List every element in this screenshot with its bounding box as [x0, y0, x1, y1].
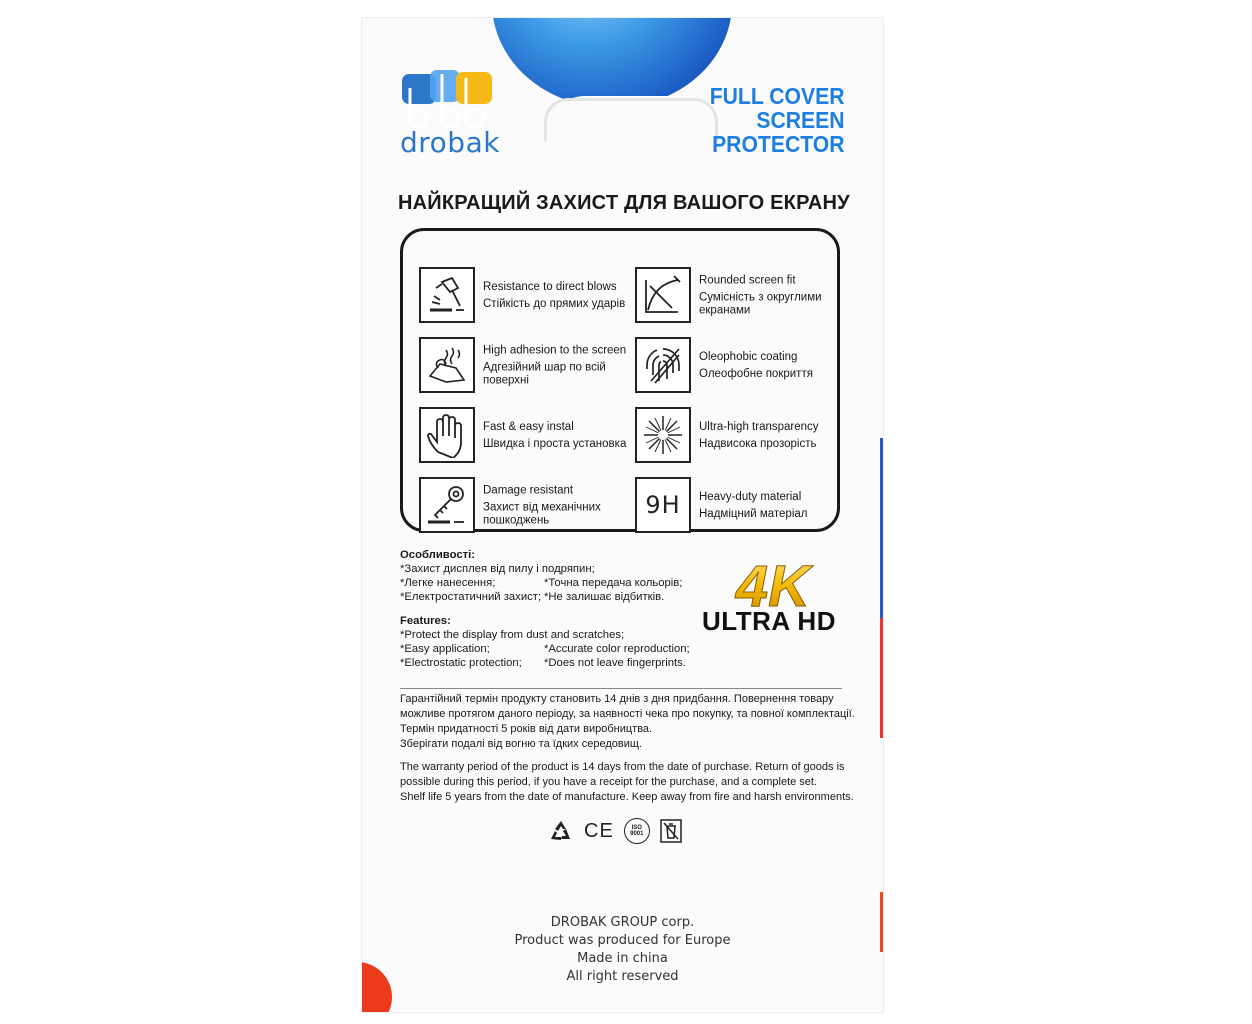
- product-title-line3: PROTECTOR: [712, 131, 845, 157]
- drobak-logo-icon: [400, 68, 495, 128]
- decorative-blue-sphere: [492, 18, 732, 108]
- 9h-icon-text: 9H: [645, 491, 681, 519]
- specs-ua-line: *Захист дисплея від пилу і подряпин;: [400, 563, 595, 575]
- warranty-en: [400, 760, 854, 805]
- feature-ua: Стійкість до прямих ударів: [483, 298, 626, 310]
- feature-ua: Олеофобне покриття: [699, 368, 813, 380]
- warranty-ua: [400, 692, 855, 752]
- fingerprint-icon: [635, 337, 691, 393]
- feature-en: Rounded screen fit: [699, 274, 796, 287]
- feature-ua: Захист від механічних пошкоджень: [483, 501, 601, 527]
- feature-en: Resistance to direct blows: [483, 281, 617, 293]
- product-title-line2: SCREEN: [756, 107, 845, 133]
- warranty-ua-line: можливе протягом даного періоду, за наявності чека про покупку, та повної комплектації.: [400, 708, 855, 720]
- iso-text: ISO 9001: [630, 825, 644, 837]
- footer-line: Made in china: [577, 951, 668, 966]
- specs-en-item: *Electrostatic protection;: [400, 657, 522, 669]
- weee-bin-icon: [660, 819, 682, 843]
- ultra-hd-text: ULTRA HD: [702, 606, 836, 636]
- edge-red-stripe: [880, 618, 883, 738]
- hand-icon: [419, 407, 475, 463]
- feature-en: Heavy-duty material: [699, 491, 802, 503]
- feature-ua: Адгезійний шар по всій поверхні: [483, 361, 606, 387]
- feature-ua: Надвисока прозорість: [699, 438, 817, 450]
- key-icon: [419, 477, 475, 533]
- footer-line: DROBAK GROUP corp.: [550, 915, 695, 930]
- specs-en: [400, 614, 704, 670]
- feature-en: High adhesion to the screen: [483, 344, 627, 357]
- ce-mark-text: CE: [584, 819, 614, 842]
- product-title: [710, 84, 845, 156]
- sparkle-icon: [635, 407, 691, 463]
- footer-line: All right reserved: [566, 969, 679, 984]
- 4k-text: 4K: [735, 558, 811, 610]
- product-title-line1: FULL COVER: [710, 83, 845, 109]
- feature-en: Fast & easy instal: [483, 421, 574, 433]
- 9h-icon: [635, 477, 691, 533]
- feature-ua: Надміцний матеріал: [699, 508, 808, 520]
- specs-ua-item: *Легке нанесення;: [400, 577, 496, 589]
- warranty-en-line: Shelf life 5 years from the date of manufacture. Keep away from fire and harsh environments.: [400, 791, 854, 803]
- package-back: [362, 18, 883, 1012]
- specs-ua-item: *Не залишає відбитків.: [544, 591, 665, 603]
- specs-ua-item: *Точна передача кольорів;: [544, 577, 683, 589]
- feature-en: Damage resistant: [483, 484, 574, 497]
- ce-mark-icon: [584, 819, 614, 843]
- headline: НАЙКРАЩИЙ ЗАХИСТ ДЛЯ ВАШОГО ЕКРАНУ: [398, 192, 850, 214]
- edge-blue-stripe: [880, 438, 883, 618]
- specs-ua-heading: Особливості:: [400, 549, 476, 561]
- rounded-fit-icon: [635, 267, 691, 323]
- specs-en-line: *Protect the display from dust and scratches;: [400, 629, 625, 641]
- warranty-en-line: The warranty period of the product is 14 days from the date of purchase. Return of goods is: [400, 761, 845, 773]
- warranty-ua-line: Зберігати подалі від вогню та їдких середовищ.: [400, 738, 642, 750]
- footer-line: Product was produced for Europe: [514, 933, 731, 948]
- iso-icon: [624, 819, 650, 843]
- specs-en-item: *Does not leave fingerprints.: [544, 657, 686, 669]
- warranty-en-line: possible during this period, if you have a receipt for the purchase, and a complete set.: [400, 776, 818, 788]
- feature-ua: Сумісність з округлими екранами: [699, 291, 822, 317]
- specs-ua: [400, 548, 704, 604]
- features-panel: [400, 228, 840, 532]
- manufacturer-info: [362, 914, 883, 986]
- feature-en: Oleophobic coating: [699, 351, 798, 363]
- specs-en-item: *Easy application;: [400, 643, 490, 655]
- brand-name: drobak: [400, 126, 500, 159]
- feature-ua: Швидка і проста установка: [483, 438, 627, 450]
- warranty-ua-line: Термін придатності 5 років від дати виробництва.: [400, 723, 653, 735]
- divider: [400, 688, 842, 689]
- feature-en: Ultra-high transparency: [699, 421, 819, 433]
- certification-marks: [548, 818, 698, 844]
- specs-ua-item: *Електростатичний захист;: [400, 591, 542, 603]
- adhesion-icon: [419, 337, 475, 393]
- 4k-badge: [700, 558, 846, 610]
- hammer-icon: [419, 267, 475, 323]
- specs-en-heading: Features:: [400, 615, 451, 627]
- specs-en-item: *Accurate color reproduction;: [544, 643, 690, 655]
- recycle-icon: [548, 819, 574, 843]
- hang-slot: [544, 98, 718, 141]
- warranty-ua-line: Гарантійний термін продукту становить 14 днів з дня придбання. Повернення товару: [400, 693, 834, 705]
